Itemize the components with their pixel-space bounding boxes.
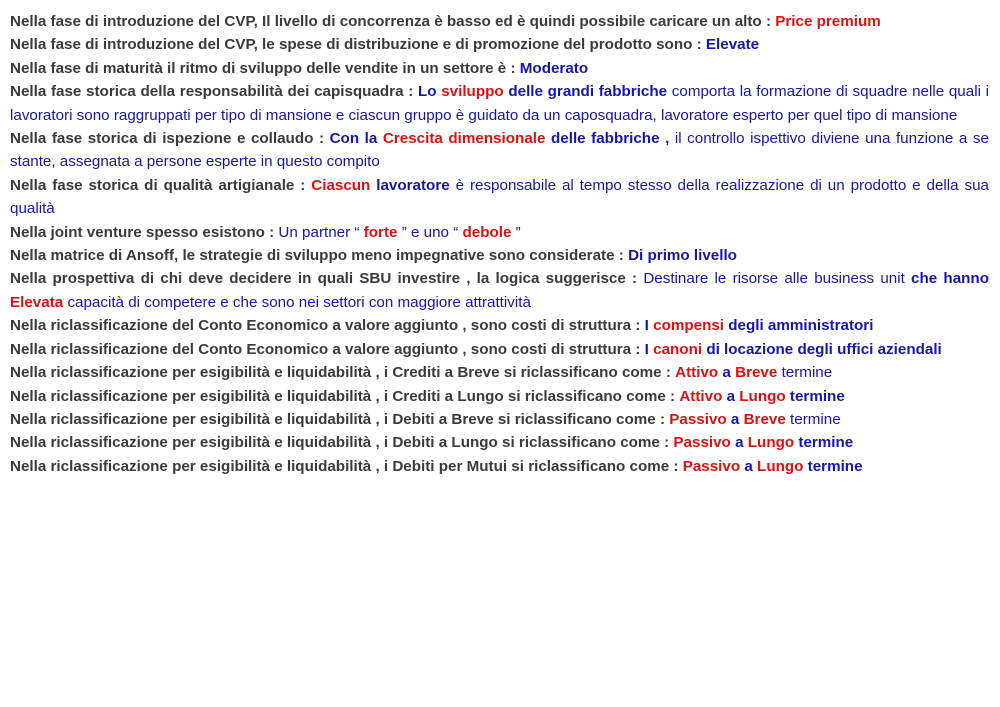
answer-segment: Lungo	[757, 457, 804, 475]
question-text: Nella riclassificazione per esigibilità e liquidabilità , i Crediti a Lungo si riclassificano come	[10, 387, 666, 405]
answer	[278, 224, 520, 241]
answer-segment: Moderato	[519, 59, 589, 77]
answer-segment: Lungo	[739, 387, 786, 405]
question-text: Nella fase storica della responsabilità dei capisquadra	[10, 83, 404, 101]
answer-segment: a	[735, 434, 744, 452]
answer-segment: I	[644, 317, 649, 335]
answer-segment: Passivo	[682, 457, 741, 475]
answer-segment: Breve	[735, 364, 778, 382]
answer-segment: sviluppo	[441, 83, 504, 101]
separator: :	[510, 59, 516, 77]
qa-entry	[10, 314, 989, 337]
answer	[706, 36, 759, 53]
separator: :	[618, 247, 624, 265]
question-text: Nella joint venture spesso esistono	[10, 223, 265, 241]
qa-entry	[10, 338, 989, 361]
answer-segment: comporta la formazione di squadre nelle quali i lavoratori sono raggruppati per tipo di mansione e ciascun gruppo è guidato da un caposquadra, lavoratore esperto per quel tipo di mansione	[10, 83, 989, 124]
question-text: Nella fase storica di qualità artigianale	[10, 176, 295, 194]
answer-segment: delle fabbriche ,	[551, 130, 670, 148]
answer-segment: Crescita dimensionale	[382, 130, 546, 148]
answer	[673, 434, 853, 451]
answer-segment: che hanno	[911, 270, 989, 288]
answer-segment: termine	[781, 364, 833, 382]
answer-segment: termine	[790, 410, 841, 428]
question-text: Nella riclassificazione per esigibilità e liquidabilità , i Crediti a Breve si riclassificano come	[10, 364, 662, 382]
separator: :	[665, 364, 671, 382]
answer-segment: canoni	[653, 340, 703, 358]
answer-segment: Elevate	[705, 36, 760, 54]
separator: :	[632, 270, 638, 288]
separator: :	[670, 387, 676, 405]
separator: :	[318, 130, 325, 148]
question-text: Nella fase storica di ispezione e collaudo	[10, 130, 314, 148]
answer-segment: delle grandi fabbriche	[508, 83, 668, 101]
answer-segment: termine	[798, 434, 854, 452]
qa-entry	[10, 267, 989, 314]
separator: :	[635, 317, 641, 335]
answer	[683, 458, 863, 475]
question-text: Nella riclassificazione del Conto Economico a valore aggiunto , sono costi di struttura	[10, 340, 632, 358]
answer-segment: termine	[807, 457, 863, 475]
separator: :	[696, 36, 702, 54]
answer-segment: ” e uno “	[401, 223, 459, 241]
answer-segment: a	[722, 364, 731, 382]
qa-entry	[10, 80, 989, 127]
answer	[675, 364, 832, 381]
qa-entry	[10, 33, 989, 56]
answer-segment: Attivo	[675, 364, 719, 382]
question-text: Nella riclassificazione del Conto Economico a valore aggiunto , sono costi di struttura	[10, 317, 632, 335]
answer-segment: degli amministratori	[728, 317, 874, 335]
separator: :	[408, 83, 414, 101]
answer-segment: forte	[363, 223, 398, 241]
answer-segment: Un partner “	[278, 223, 360, 241]
answer-segment: Lo	[417, 83, 437, 101]
question-text: Nella fase di introduzione del CVP, le spese di distribuzione e di promozione del prodotto sono	[10, 36, 693, 54]
answer-segment: Passivo	[669, 410, 727, 428]
qa-entry	[10, 431, 989, 454]
answer-segment: Di primo livello	[628, 247, 737, 265]
answer-segment: a	[730, 410, 740, 428]
separator: :	[659, 410, 666, 428]
answer-segment: Passivo	[673, 434, 731, 452]
qa-entry	[10, 127, 989, 174]
answer-segment: di locazione degli uffici aziendali	[706, 340, 942, 358]
quiz-document	[10, 10, 989, 478]
qa-entry	[10, 455, 989, 478]
question-text: Nella fase di introduzione del CVP, Il livello di concorrenza è basso ed è quindi possibile caricare un alto	[10, 13, 762, 30]
separator: :	[664, 434, 670, 452]
answer-segment: ”	[515, 223, 521, 241]
question-text: Nella riclassificazione per esigibilità e liquidabilità , i Debiti per Mutui si riclassificano come	[10, 457, 670, 475]
separator: :	[765, 13, 771, 30]
answer-segment: compensi	[653, 317, 725, 335]
answer	[645, 317, 874, 334]
qa-entry	[10, 57, 989, 80]
answer-segment: Price premium	[775, 13, 881, 30]
qa-entry	[10, 361, 989, 384]
question-text: Nella riclassificazione per esigibilità e liquidabilità , i Debiti a Lungo si riclassificano come	[10, 434, 660, 452]
qa-entry	[10, 10, 989, 33]
question-text: Nella riclassificazione per esigibilità e liquidabilità , i Debiti a Breve si riclassificano come	[10, 410, 656, 428]
separator: :	[673, 457, 679, 475]
answer-segment: Ciascun	[311, 176, 371, 194]
answer-segment: I	[644, 340, 649, 358]
answer	[520, 60, 588, 77]
answer-segment: a	[726, 387, 736, 405]
answer-segment: è responsabile al tempo stesso della realizzazione di un prodotto e della sua qualità	[10, 176, 989, 218]
question-text: Nella matrice di Ansoff, le strategie di sviluppo meno impegnative sono considerate	[10, 247, 615, 265]
qa-entry	[10, 244, 989, 267]
answer-segment: termine	[789, 387, 845, 405]
answer	[679, 388, 844, 405]
answer-segment: debole	[462, 223, 512, 241]
answer	[669, 411, 840, 428]
answer-segment: Breve	[743, 410, 786, 428]
question-text: Nella prospettiva di chi deve decidere in quali SBU investire , la logica suggerisce	[10, 270, 626, 288]
question-text: Nella fase di maturità il ritmo di sviluppo delle vendite in un settore è	[10, 59, 507, 77]
answer-segment: Attivo	[679, 387, 723, 405]
separator: :	[635, 340, 641, 358]
qa-entry	[10, 174, 989, 221]
qa-entry	[10, 385, 989, 408]
separator: :	[300, 176, 306, 194]
answer-segment: Con la	[329, 130, 378, 148]
answer	[645, 341, 942, 358]
answer-segment: Lungo	[747, 434, 795, 452]
answer-segment: il controllo ispettivo diviene una funzione a se stante, assegnata a persone esperte in questo compito	[10, 130, 989, 171]
answer-segment: lavoratore	[376, 176, 450, 194]
answer-segment: Destinare le risorse alle business unit	[643, 270, 905, 288]
qa-entry	[10, 221, 989, 244]
separator: :	[269, 223, 275, 241]
answer-segment: capacità di competere e che sono nei settori con maggiore attrattività	[67, 293, 531, 311]
answer-segment: Elevata	[10, 293, 64, 311]
answer-segment: a	[744, 457, 753, 475]
qa-entry	[10, 408, 989, 431]
answer	[775, 13, 881, 30]
answer	[628, 247, 737, 264]
